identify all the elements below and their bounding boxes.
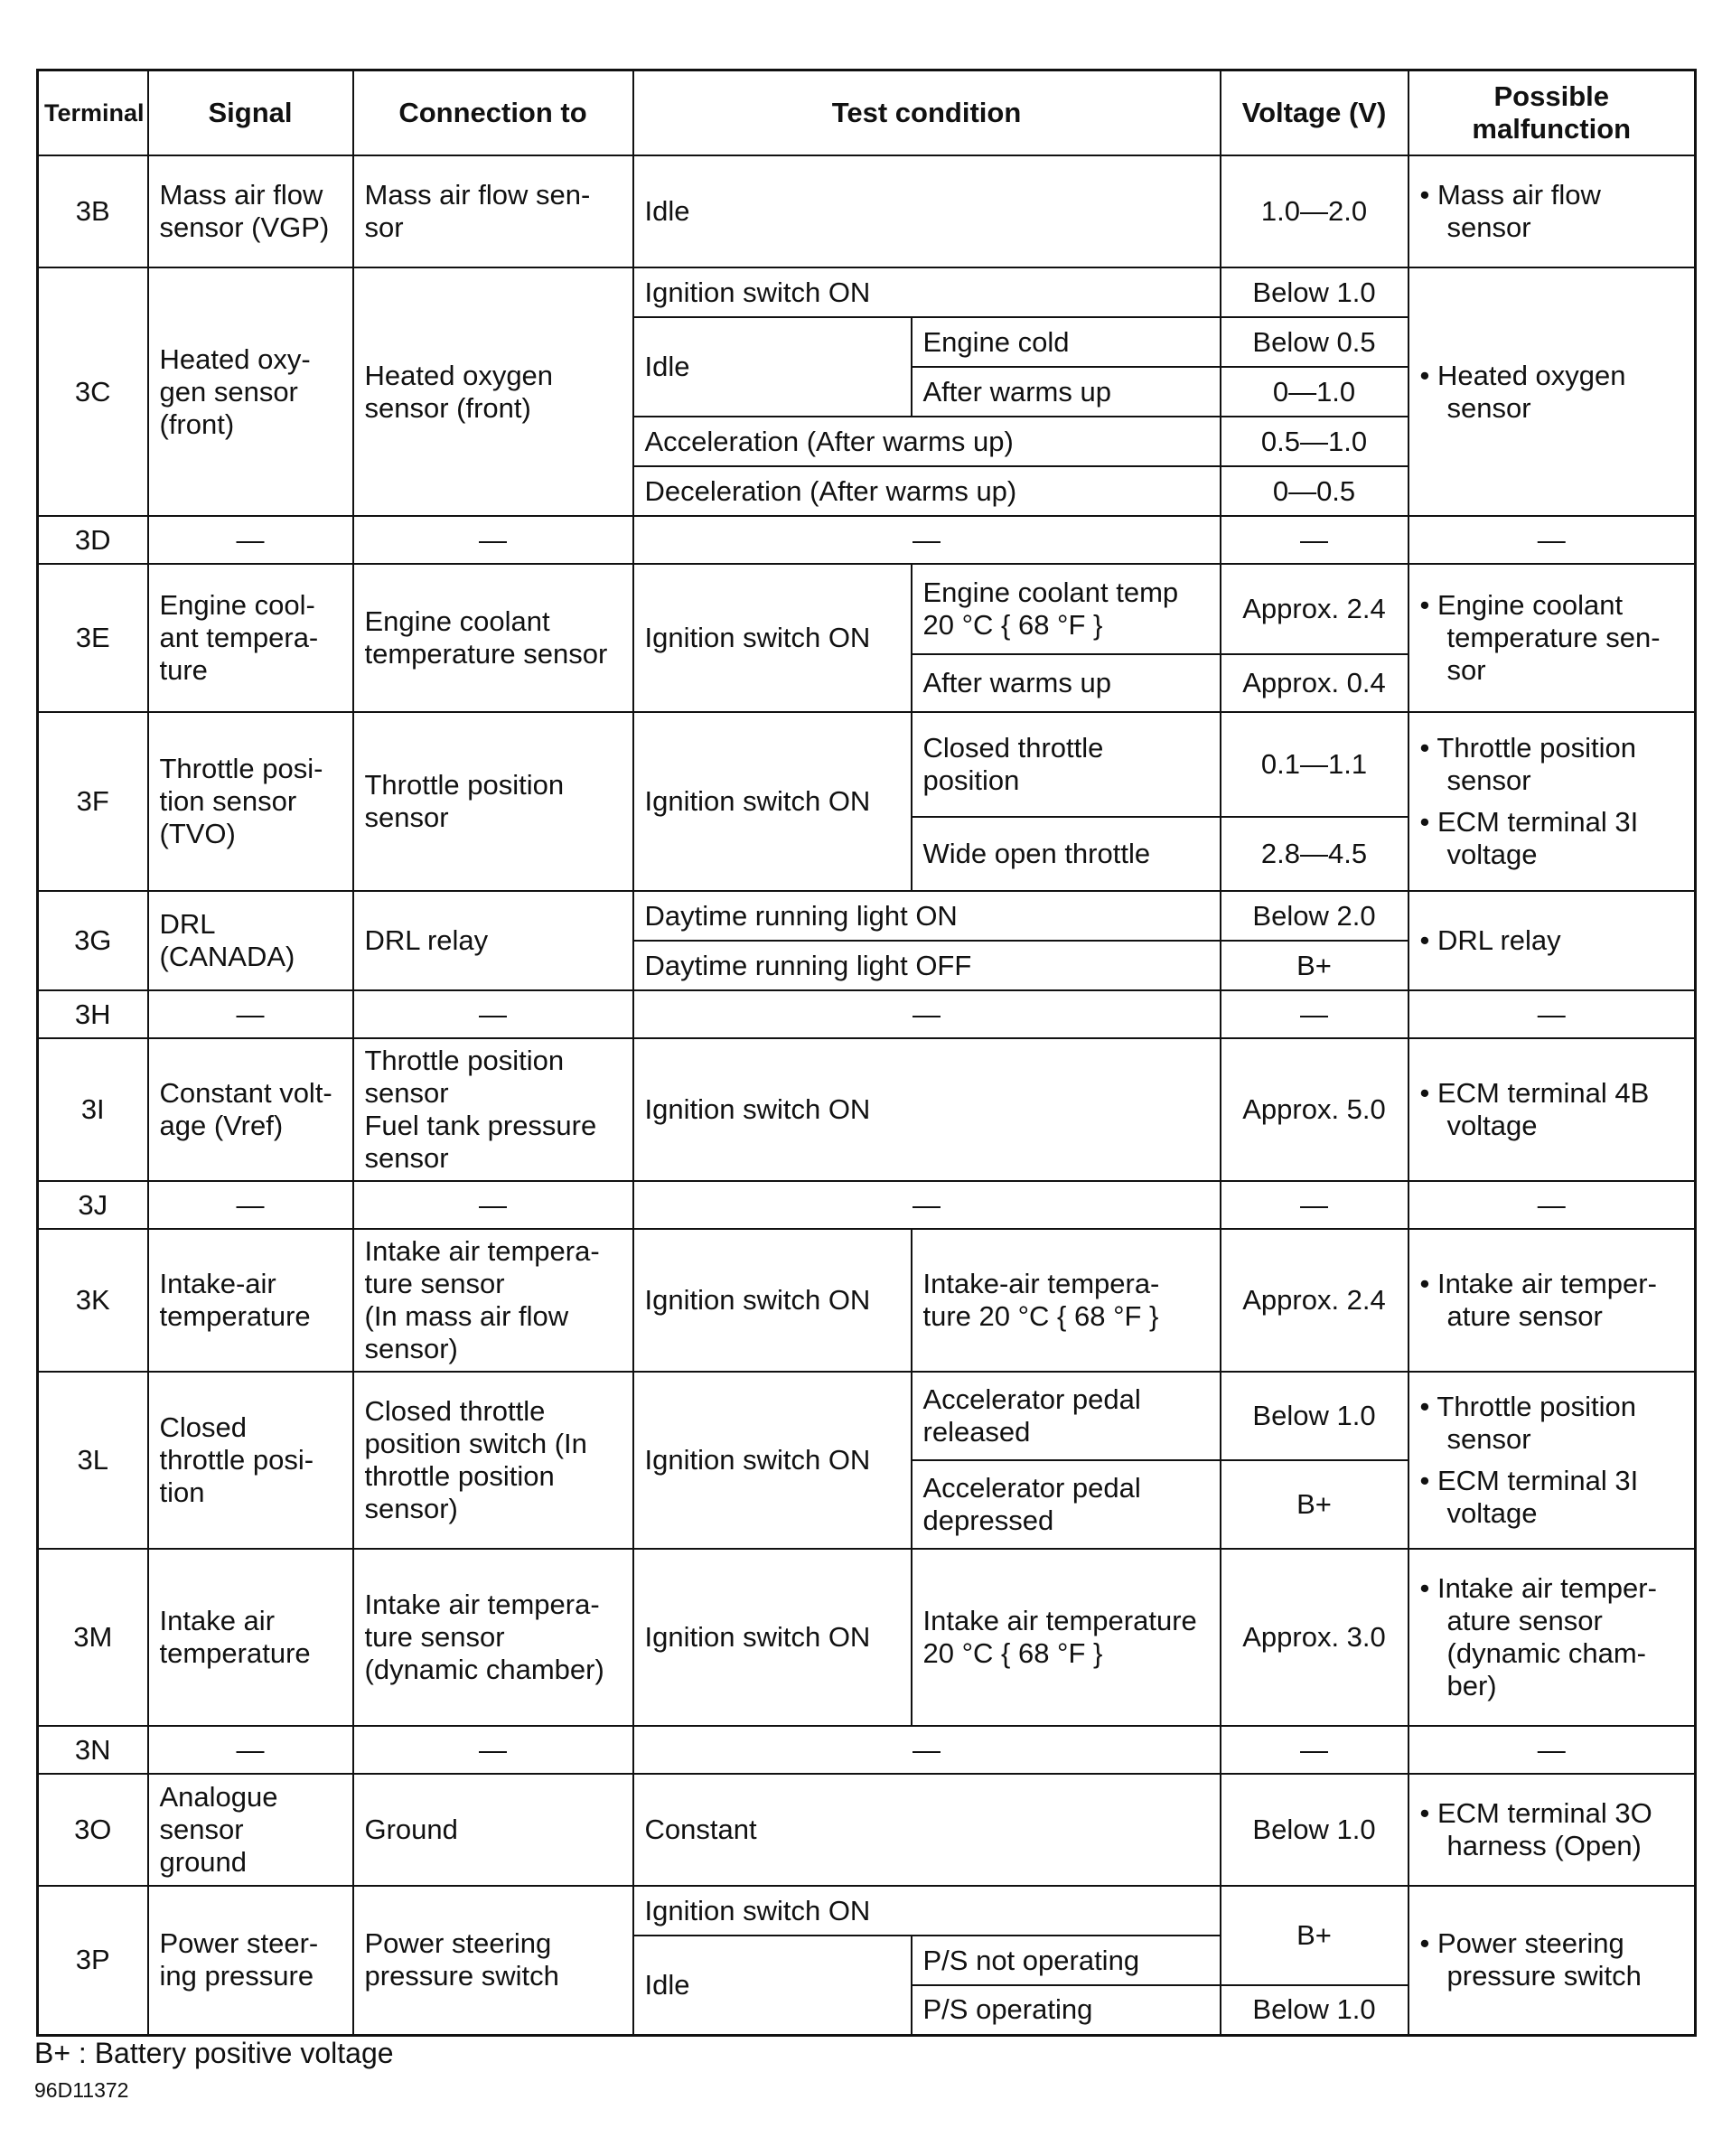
test-subcondition-cell: Intake air temperature 20 °C { 68 °F } [912,1549,1221,1726]
terminal-cell: 3I [38,1038,148,1181]
malfunction-item: • Intake air temper- ature sensor (dynamic cham- ber) [1419,1572,1657,1701]
table-row [38,1181,1696,1229]
header-connection: Connection to [353,70,633,156]
voltage-cell: Below 1.0 [1221,1774,1408,1886]
table-row [38,267,1696,317]
signal-cell: Analogue sensor ground [148,1774,353,1886]
signal-cell: — [148,516,353,564]
malfunction-item: • ECM terminal 3O harness (Open) [1419,1797,1652,1861]
malfunction-cell [1408,1774,1696,1886]
malfunction-cell [1408,891,1696,990]
test-subcondition-cell: Accelerator pedal depressed [912,1460,1221,1549]
signal-cell: Intake air temperature [148,1549,353,1726]
terminal-voltage-table-sheet [36,69,1694,2037]
connection-cell: Engine coolant temperature sensor [353,564,633,712]
malfunction-item: • DRL relay [1419,924,1561,956]
test-condition-cell: Idle [633,155,1221,267]
malfunction-item: • Heated oxygen sensor [1419,359,1626,424]
test-condition-cell: Ignition switch ON [633,564,912,712]
malfunction-cell [1408,267,1696,516]
signal-cell: — [148,1181,353,1229]
connection-cell: — [353,1181,633,1229]
voltage-cell: 0.5—1.0 [1221,417,1408,466]
voltage-cell: B+ [1221,941,1408,990]
test-condition-cell: Ignition switch ON [633,1886,1221,1936]
terminal-cell: 3E [38,564,148,712]
voltage-cell: Below 1.0 [1221,1372,1408,1460]
test-subcondition-cell: P/S not operating [912,1936,1221,1985]
malfunction-cell [1408,712,1696,891]
test-condition-cell: Idle [633,317,912,417]
table-row [38,1038,1696,1181]
test-condition-cell: Deceleration (After warms up) [633,466,1221,516]
signal-cell: Heated oxy- gen sensor (front) [148,267,353,516]
legend-note: B+ : Battery positive voltage [34,2037,394,2069]
connection-cell: Intake air tempera- ture sensor (dynamic chamber) [353,1549,633,1726]
connection-cell: — [353,516,633,564]
malfunction-cell [1408,1229,1696,1372]
connection-cell: Intake air tempera- ture sensor (In mass air flow sensor) [353,1229,633,1372]
signal-cell: Constant volt- age (Vref) [148,1038,353,1181]
terminal-cell: 3G [38,891,148,990]
voltage-cell: B+ [1221,1886,1408,1985]
table-row [38,712,1696,817]
test-condition-cell: Acceleration (After warms up) [633,417,1221,466]
connection-cell: Heated oxygen sensor (front) [353,267,633,516]
signal-cell: — [148,1726,353,1774]
terminal-cell: 3B [38,155,148,267]
test-condition-cell: Ignition switch ON [633,712,912,891]
malfunction-cell [1408,1372,1696,1549]
figure-code: 96D11372 [34,2078,129,2102]
header-voltage: Voltage (V) [1221,70,1408,156]
terminal-cell: 3N [38,1726,148,1774]
table-row [38,1549,1696,1726]
terminal-cell: 3C [38,267,148,516]
connection-cell: Closed throttle position switch (In throttle position sensor) [353,1372,633,1549]
connection-cell: — [353,1726,633,1774]
test-subcondition-cell: P/S operating [912,1985,1221,2035]
signal-cell: Mass air flow sensor (VGP) [148,155,353,267]
voltage-cell: Below 1.0 [1221,1985,1408,2035]
header-terminal: Terminal [38,70,148,156]
test-condition-cell: Ignition switch ON [633,1372,912,1549]
voltage-cell: 0.1—1.1 [1221,712,1408,817]
signal-cell: DRL (CANADA) [148,891,353,990]
test-subcondition-cell: After warms up [912,367,1221,417]
voltage-cell: Below 1.0 [1221,267,1408,317]
malfunction-cell [1408,155,1696,267]
voltage-cell: — [1221,990,1408,1038]
terminal-cell: 3J [38,1181,148,1229]
header-test-condition: Test condition [633,70,1221,156]
malfunction-item: • Throttle position sensor [1419,1391,1636,1455]
test-condition-cell: — [633,1181,1221,1229]
voltage-cell: — [1221,1181,1408,1229]
voltage-cell: Approx. 3.0 [1221,1549,1408,1726]
table-row [38,1726,1696,1774]
voltage-cell: Below 0.5 [1221,317,1408,367]
signal-cell: Power steer- ing pressure [148,1886,353,2035]
test-subcondition-cell: Engine coolant temp 20 °C { 68 °F } [912,564,1221,654]
test-subcondition-cell: Closed throttle position [912,712,1221,817]
header-malfunction: Possible malfunction [1408,70,1696,156]
voltage-cell: B+ [1221,1460,1408,1549]
test-condition-cell: Daytime running light OFF [633,941,1221,990]
signal-cell: Engine cool- ant tempera- ture [148,564,353,712]
table-row [38,1372,1696,1460]
voltage-cell: Approx. 5.0 [1221,1038,1408,1181]
test-condition-cell: Idle [633,1936,912,2035]
malfunction-cell [1408,1886,1696,2035]
table-row [38,990,1696,1038]
test-condition-cell: — [633,990,1221,1038]
test-subcondition-cell: After warms up [912,654,1221,712]
signal-cell: Intake-air temperature [148,1229,353,1372]
test-subcondition-cell: Intake-air tempera- ture 20 °C { 68 °F } [912,1229,1221,1372]
connection-cell: Mass air flow sen- sor [353,155,633,267]
signal-cell: Throttle posi- tion sensor (TVO) [148,712,353,891]
terminal-cell: 3P [38,1886,148,2035]
voltage-cell: 1.0—2.0 [1221,155,1408,267]
test-condition-cell: Constant [633,1774,1221,1886]
malfunction-item: • ECM terminal 4B voltage [1419,1077,1650,1141]
terminal-cell: 3D [38,516,148,564]
voltage-cell: Approx. 0.4 [1221,654,1408,712]
voltage-cell: Below 2.0 [1221,891,1408,941]
malfunction-item: • ECM terminal 3I voltage [1419,806,1639,870]
voltage-cell: Approx. 2.4 [1221,564,1408,654]
terminal-cell: 3H [38,990,148,1038]
terminal-cell: 3M [38,1549,148,1726]
connection-cell: — [353,990,633,1038]
voltage-cell: — [1221,516,1408,564]
table-row [38,564,1696,654]
header-signal: Signal [148,70,353,156]
voltage-cell: 0—0.5 [1221,466,1408,516]
malfunction-cell: — [1408,1181,1696,1229]
test-condition-cell: — [633,1726,1221,1774]
table-row [38,891,1696,941]
table-row [38,516,1696,564]
malfunction-cell [1408,1549,1696,1726]
test-condition-cell: Ignition switch ON [633,267,1221,317]
header-row [38,70,1696,156]
malfunction-cell: — [1408,1726,1696,1774]
malfunction-cell: — [1408,516,1696,564]
malfunction-item: • Mass air flow sensor [1419,179,1601,243]
signal-cell: Closed throttle posi- tion [148,1372,353,1549]
table-row [38,1229,1696,1372]
test-condition-cell: Ignition switch ON [633,1229,912,1372]
malfunction-item: • Throttle position sensor [1419,732,1636,796]
connection-cell: Throttle position sensor [353,712,633,891]
test-condition-cell: Daytime running light ON [633,891,1221,941]
test-condition-cell: Ignition switch ON [633,1549,912,1726]
test-subcondition-cell: Accelerator pedal released [912,1372,1221,1460]
voltage-cell: 2.8—4.5 [1221,817,1408,891]
connection-cell: Ground [353,1774,633,1886]
table-row [38,1774,1696,1886]
malfunction-item: • Power steering pressure switch [1419,1927,1642,1992]
terminal-cell: 3L [38,1372,148,1549]
voltage-cell: 0—1.0 [1221,367,1408,417]
terminal-cell: 3K [38,1229,148,1372]
table-row [38,155,1696,267]
terminal-cell: 3O [38,1774,148,1886]
connection-cell: DRL relay [353,891,633,990]
voltage-cell: — [1221,1726,1408,1774]
table-row [38,1886,1696,1936]
test-subcondition-cell: Engine cold [912,317,1221,367]
voltage-cell: Approx. 2.4 [1221,1229,1408,1372]
test-condition-cell: Ignition switch ON [633,1038,1221,1181]
connection-cell: Power steering pressure switch [353,1886,633,2035]
malfunction-item: • Intake air temper- ature sensor [1419,1268,1657,1332]
malfunction-item: • Engine coolant temperature sen- sor [1419,589,1661,686]
malfunction-cell [1408,564,1696,712]
test-condition-cell: — [633,516,1221,564]
connection-cell: Throttle position sensor Fuel tank pressure sensor [353,1038,633,1181]
test-subcondition-cell: Wide open throttle [912,817,1221,891]
malfunction-cell [1408,1038,1696,1181]
terminal-cell: 3F [38,712,148,891]
malfunction-item: • ECM terminal 3I voltage [1419,1465,1639,1529]
ecm-terminal-table [36,69,1697,2037]
malfunction-cell: — [1408,990,1696,1038]
signal-cell: — [148,990,353,1038]
